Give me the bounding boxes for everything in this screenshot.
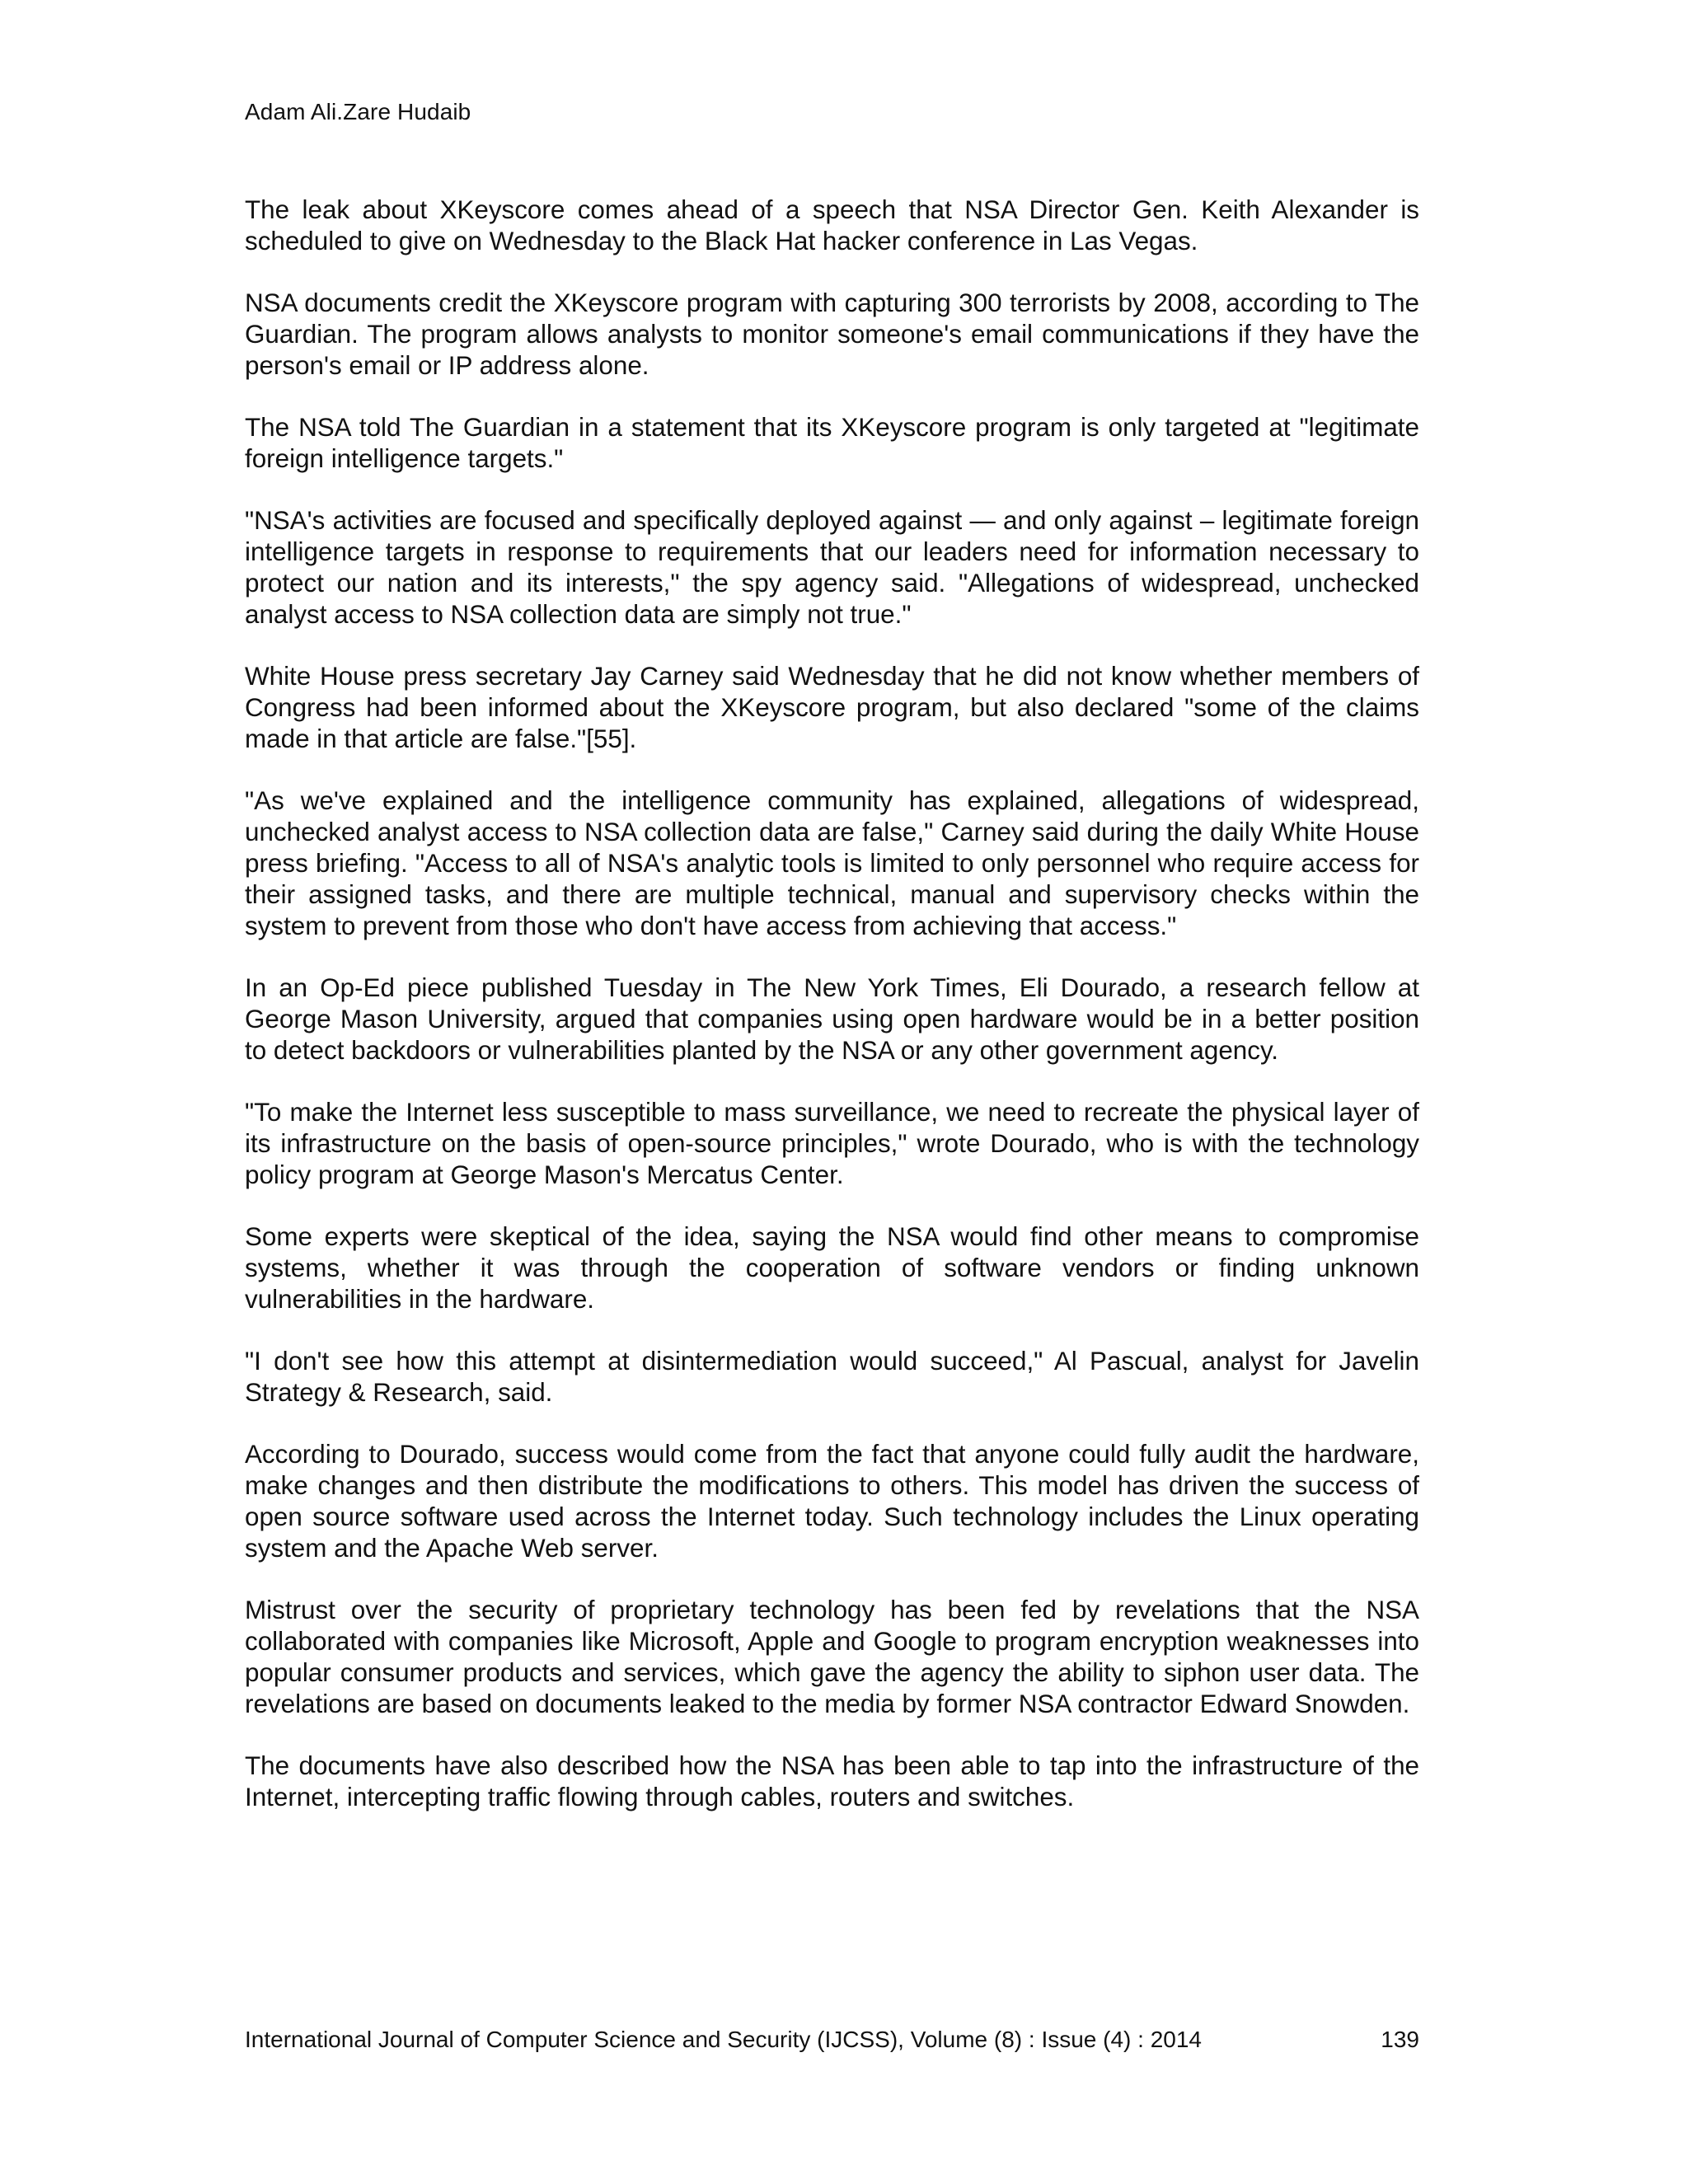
article-body <box>245 194 1419 1844</box>
paragraph-5: White House press secretary Jay Carney said Wednesday that he did not know whether members of Congress had been informed about the XKeyscore program, but also declared "some of the claims made in that article are false."[55]. <box>245 662 1419 753</box>
paragraph-9: Some experts were skeptical of the idea, saying the NSA would find other means to compromise systems, whether it was through the cooperation of software vendors or finding unknown vulnerabilities in the hardware. <box>245 1222 1419 1314</box>
paragraph-12: Mistrust over the security of proprietary technology has been fed by revelations that the NSA collaborated with companies like Microsoft, Apple and Google to program encryption weaknesses into popular consumer products and services, which gave the agency the ability to siphon user data. The revelations are based on documents leaked to the media by former NSA contractor Edward Snowden. <box>245 1596 1419 1718</box>
footer-journal-citation: International Journal of Computer Science and Security (IJCSS), Volume (8) : Issue (4) : 2014 <box>245 2027 1203 2052</box>
paragraph-1: The leak about XKeyscore comes ahead of a speech that NSA Director Gen. Keith Alexander is scheduled to give on Wednesday to the Black Hat hacker conference in Las Vegas. <box>245 195 1419 255</box>
running-header-author: Adam Ali.Zare Hudaib <box>245 99 471 124</box>
paragraph-13: The documents have also described how the NSA has been able to tap into the infrastructure of the Internet, intercepting traffic flowing through cables, routers and switches. <box>245 1751 1419 1811</box>
paragraph-7: In an Op-Ed piece published Tuesday in The New York Times, Eli Dourado, a research fellow at George Mason University, argued that companies using open hardware would be in a better position to detect backdoors or vulnerabilities planted by the NSA or any other government agency. <box>245 973 1419 1065</box>
paragraph-10: "I don't see how this attempt at disintermediation would succeed," Al Pascual, analyst for Javelin Strategy & Research, said. <box>245 1347 1419 1407</box>
paragraph-11: According to Dourado, success would come from the fact that anyone could fully audit the hardware, make changes and then distribute the modifications to others. This model has driven the success of open source software used across the Internet today. Such technology includes the Linux operating system and the Apache Web server. <box>245 1440 1419 1563</box>
paragraph-8: "To make the Internet less susceptible to mass surveillance, we need to recreate the physical layer of its infrastructure on the basis of open-source principles," wrote Dourado, who is with the technology policy program at George Mason's Mercatus Center. <box>245 1098 1419 1189</box>
paragraph-3: The NSA told The Guardian in a statement that its XKeyscore program is only targeted at "legitimate foreign intelligence targets." <box>245 413 1419 473</box>
paragraph-4: "NSA's activities are focused and specifically deployed against — and only against – legitimate foreign intelligence targets in response to requirements that our leaders need for information necessary to protect our nation and its interests," the spy agency said. "Allegations of widespread, unchecked analyst access to NSA collection data are simply not true." <box>245 506 1419 629</box>
paragraph-2: NSA documents credit the XKeyscore program with capturing 300 terrorists by 2008, according to The Guardian. The program allows analysts to monitor someone's email communications if they have the person's email or IP address alone. <box>245 288 1419 380</box>
page-number: 139 <box>1381 2027 1419 2052</box>
paragraph-6: "As we've explained and the intelligence community has explained, allegations of widespread, unchecked analyst access to NSA collection data are false," Carney said during the daily White House press briefing. "Access to all of NSA's analytic tools is limited to only personnel who require access for their assigned tasks, and there are multiple technical, manual and supervisory checks within the system to prevent from those who don't have access from achieving that access." <box>245 786 1419 940</box>
